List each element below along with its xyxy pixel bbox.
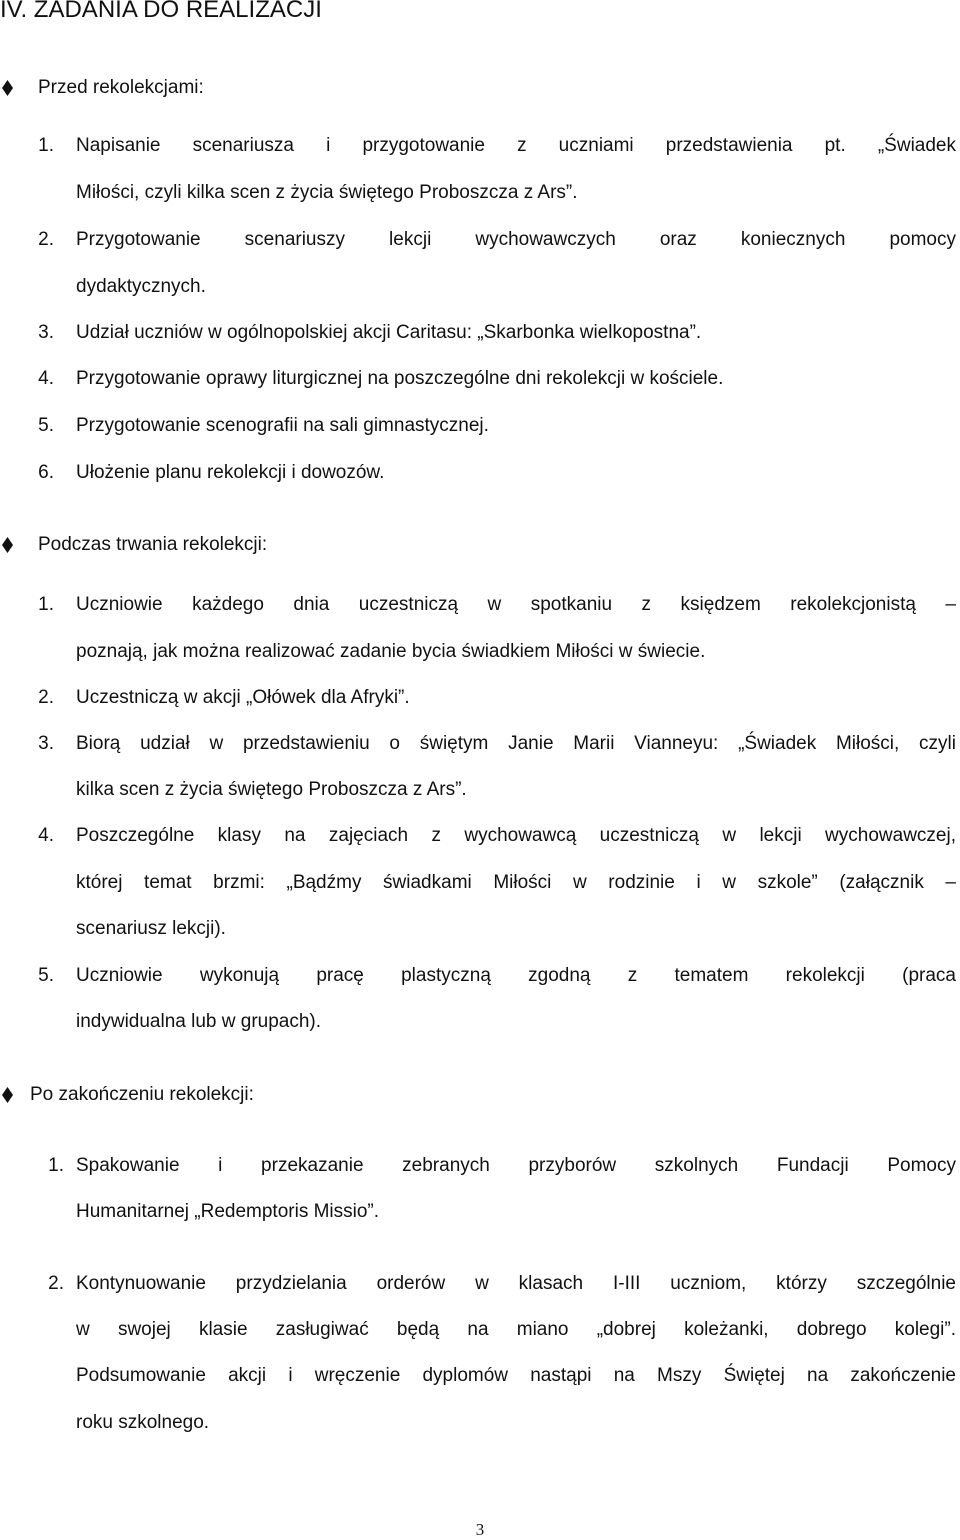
- item-line: indywidualna lub w grupach).: [76, 1011, 322, 1032]
- section-heading: Przed rekolekcjami:: [38, 77, 204, 98]
- item-number: 4.: [38, 825, 54, 846]
- item-line: Uczniowie wykonują pracę plastyczną zgodną z tematem rekolekcji (praca: [76, 965, 956, 986]
- item-number: 3.: [38, 322, 54, 343]
- section-heading: Po zakończeniu rekolekcji:: [30, 1084, 254, 1105]
- page-title: IV. ZADANIA DO REALIZACJI: [0, 0, 322, 23]
- item-number: 1.: [38, 135, 54, 156]
- item-line: Ułożenie planu rekolekcji i dowozów.: [76, 462, 385, 483]
- item-line: Kontynuowanie przydzielania orderów w klasach I-III uczniom, którzy szczególnie: [76, 1273, 956, 1294]
- item-line: Spakowanie i przekazanie zebranych przyborów szkolnych Fundacji Pomocy: [76, 1155, 956, 1176]
- item-number: 2.: [38, 687, 54, 708]
- item-number: 6.: [38, 462, 54, 483]
- item-line: Podsumowanie akcji i wręczenie dyplomów nastąpi na Mszy Świętej na zakończenie: [76, 1365, 956, 1386]
- item-line: Biorą udział w przedstawieniu o świętym Janie Marii Vianneyu: „Świadek Miłości, czyli: [76, 733, 956, 754]
- item-number: 2.: [38, 229, 54, 250]
- item-number: 5.: [38, 415, 54, 436]
- item-line: Napisanie scenariusza i przygotowanie z uczniami przedstawienia pt. „Świadek: [76, 135, 956, 156]
- item-line: Humanitarnej „Redemptoris Missio”.: [76, 1201, 380, 1222]
- diamond-bullet-icon: [2, 1087, 13, 1103]
- diamond-bullet-icon: [2, 80, 13, 96]
- item-line: roku szkolnego.: [76, 1412, 210, 1433]
- item-line: Uczestniczą w akcji „Ołówek dla Afryki”.: [76, 687, 410, 708]
- page-number: 3: [475, 1520, 485, 1539]
- item-line: której temat brzmi: „Bądźmy świadkami Miłości w rodzinie i w szkole” (załącznik –: [76, 872, 956, 893]
- item-line: Przygotowanie oprawy liturgicznej na poszczególne dni rekolekcji w kościele.: [76, 368, 724, 389]
- item-number: 1.: [48, 1155, 64, 1176]
- section-heading: Podczas trwania rekolekcji:: [38, 534, 268, 555]
- diamond-bullet-icon: [2, 537, 13, 553]
- item-number: 3.: [38, 733, 54, 754]
- item-number: 4.: [38, 368, 54, 389]
- item-line: kilka scen z życia świętego Proboszcza z Ars”.: [76, 779, 467, 800]
- item-line: Przygotowanie scenariuszy lekcji wychowawczych oraz koniecznych pomocy: [76, 229, 956, 250]
- item-line: Przygotowanie scenografii na sali gimnastycznej.: [76, 415, 489, 436]
- item-number: 5.: [38, 965, 54, 986]
- item-line: w swojej klasie zasługiwać będą na miano „dobrej koleżanki, dobrego kolegi”.: [76, 1319, 956, 1340]
- item-line: Poszczególne klasy na zajęciach z wychowawcą uczestniczą w lekcji wychowawczej,: [76, 825, 956, 846]
- item-number: 2.: [48, 1273, 64, 1294]
- item-line: Udział uczniów w ogólnopolskiej akcji Caritasu: „Skarbonka wielkopostna”.: [76, 322, 702, 343]
- item-line: dydaktycznych.: [76, 276, 206, 297]
- item-number: 1.: [38, 594, 54, 615]
- item-line: Uczniowie każdego dnia uczestniczą w spotkaniu z księdzem rekolekcjonistą –: [76, 594, 956, 615]
- item-line: poznają, jak można realizować zadanie bycia świadkiem Miłości w świecie.: [76, 641, 706, 662]
- item-line: scenariusz lekcji).: [76, 918, 226, 939]
- item-line: Miłości, czyli kilka scen z życia świętego Proboszcza z Ars”.: [76, 182, 578, 203]
